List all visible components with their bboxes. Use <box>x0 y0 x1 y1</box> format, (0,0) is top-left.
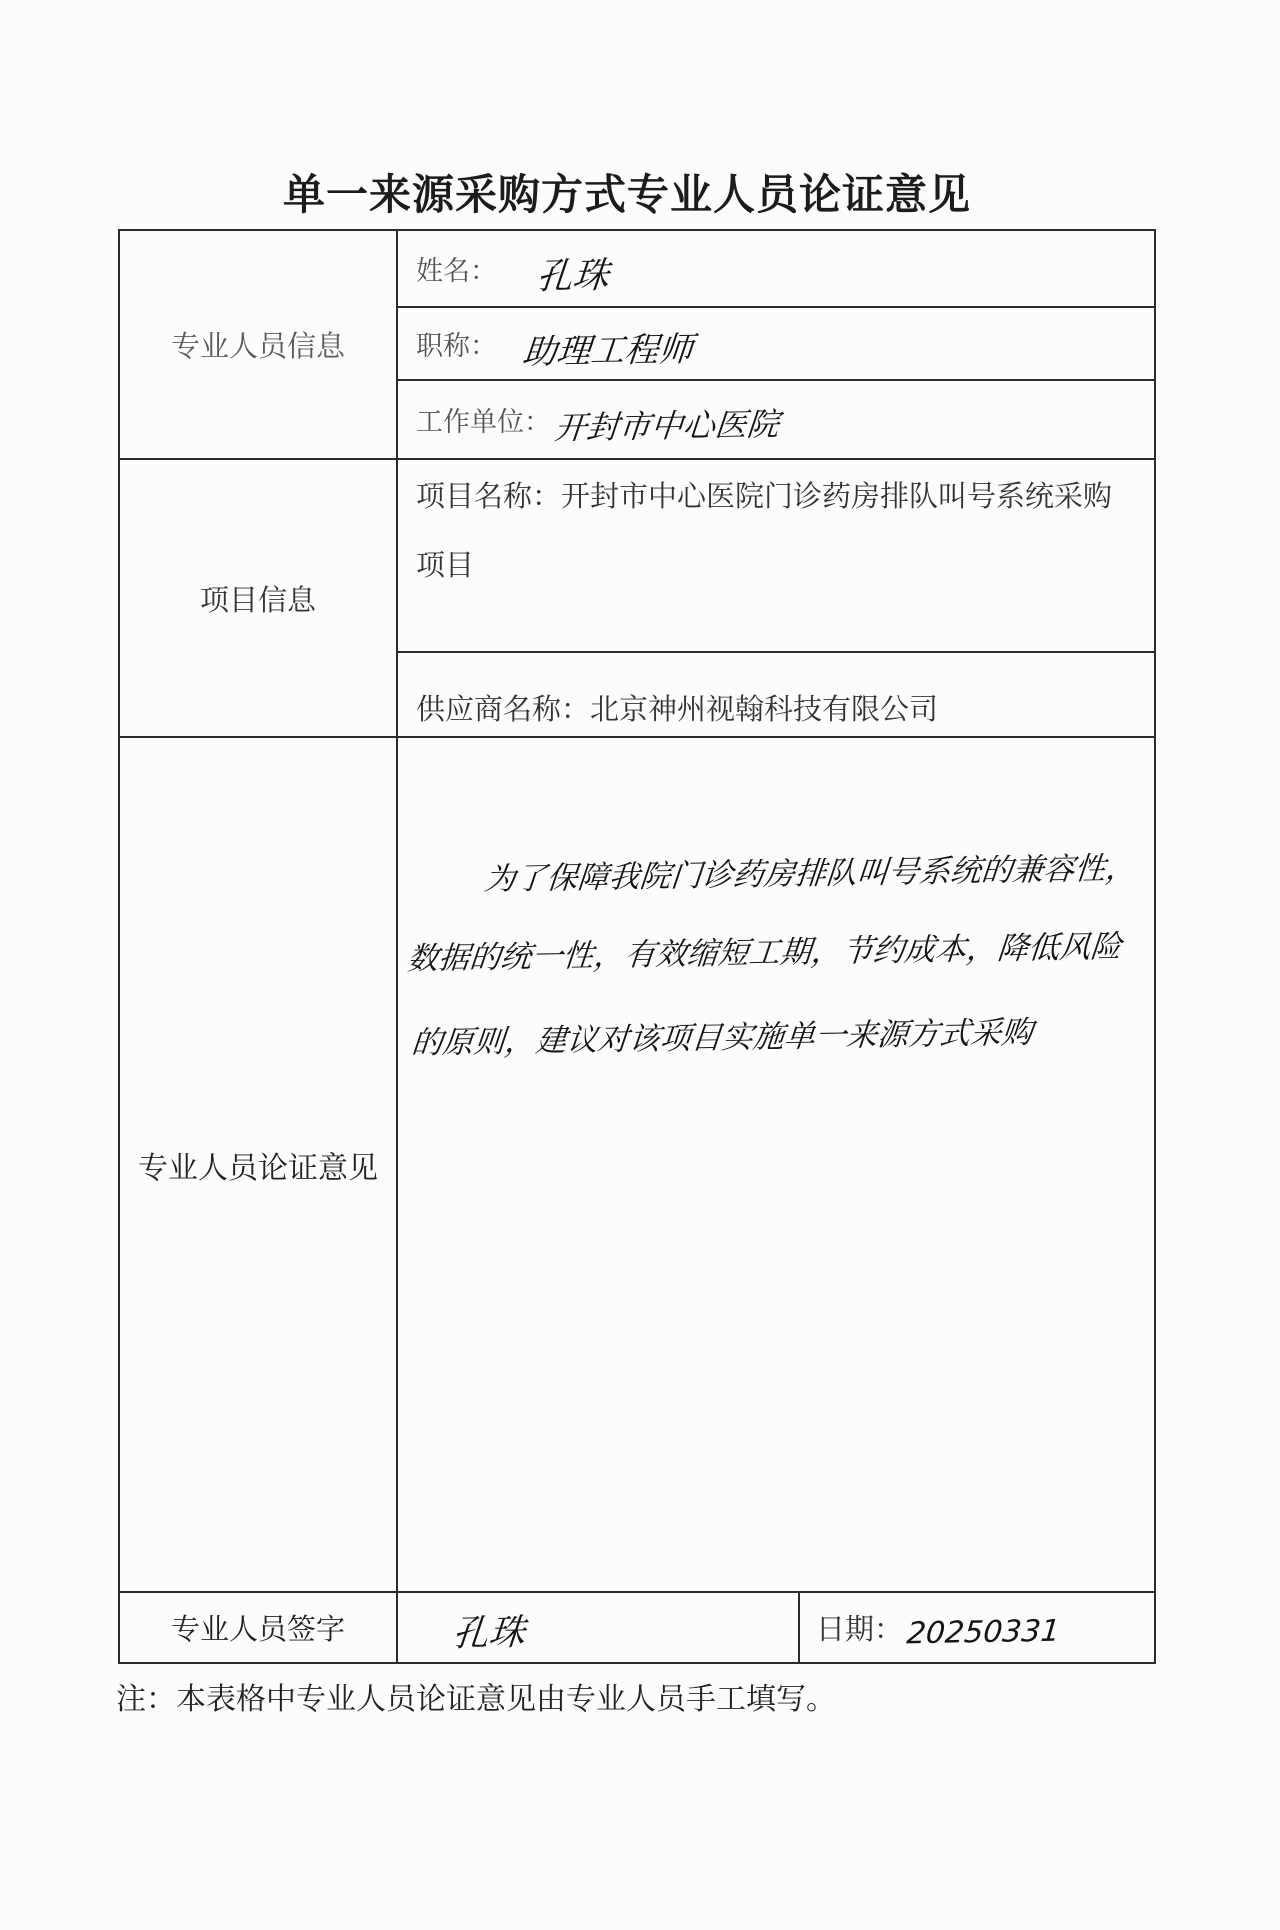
date-cell <box>800 1593 1154 1662</box>
unit-value: 开封市中心医院 <box>552 404 781 447</box>
expert-info-section-label: 专业人员信息 <box>170 329 345 363</box>
supplier-value: 北京神州视翰科技有限公司 <box>590 692 939 726</box>
supplier-label: 供应商名称： <box>416 692 591 726</box>
opinion-line-3: 的原则，建议对该项目实施单一来源方式采购 <box>409 1014 1035 1062</box>
form-table <box>118 229 1156 1664</box>
title-value: 助理工程师 <box>520 329 695 373</box>
name-label: 姓名： <box>416 256 497 287</box>
date-value: 20250331 <box>905 1613 1062 1652</box>
title-label: 职称： <box>416 331 497 362</box>
form-note: 注：本表格中专业人员论证意见由专业人员手工填写。 <box>116 1682 836 1717</box>
signature-cell <box>398 1593 798 1662</box>
form-title: 单一来源采购方式专业人员论证意见 <box>282 170 971 219</box>
name-row <box>398 231 1154 306</box>
project-info-section-label: 项目信息 <box>199 582 316 617</box>
date-label: 日期： <box>816 1612 904 1646</box>
project-name-value: 开封市中心医院门诊药房排队叫号系统采购项目 <box>416 479 1113 582</box>
signature-value: 孔珠 <box>450 1612 527 1655</box>
supplier-field <box>416 687 938 731</box>
opinion-line-1: 为了保障我院门诊药房排队叫号系统的兼容性， <box>482 850 1139 898</box>
unit-label: 工作单位： <box>416 407 551 438</box>
project-name-label: 项目名称： <box>416 479 562 513</box>
opinion-section-label: 专业人员论证意见 <box>138 1150 378 1186</box>
project-name-field <box>416 462 1126 600</box>
title-row <box>398 308 1154 379</box>
name-value: 孔珠 <box>534 255 611 298</box>
signature-label: 专业人员签字 <box>170 1612 345 1646</box>
opinion-line-2: 数据的统一性，有效缩短工期，节约成本，降低风险 <box>405 928 1124 978</box>
row-divider-supplier <box>398 651 1154 653</box>
unit-row <box>398 381 1154 458</box>
